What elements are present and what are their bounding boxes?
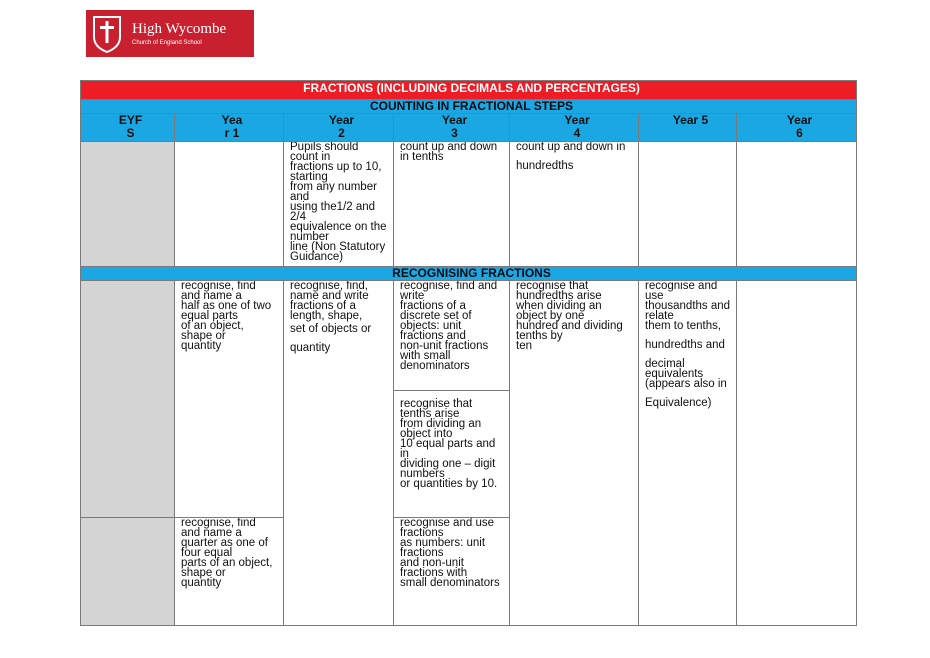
counting-eyfs-cell	[81, 142, 175, 267]
recognising-year2-cell: recognise, find, name and write fractions of a length, shape, set of objects or quantity	[284, 281, 394, 626]
header-year5: Year 5	[639, 114, 737, 142]
counting-year3-cell: count up and down in tenths	[394, 142, 510, 267]
counting-year2-cell: Pupils should count in fractions up to 10, starting from any number and using the1/2 and 2/4 equivalence on the number line (Non Statutory Guidance)	[284, 142, 394, 267]
recognising-year5-cell: recognise and use thousandths and relate them to tenths, hundredths and decimal equivalents (appears also in Equivalence)	[639, 281, 737, 626]
recognising-year4-cell: recognise that hundredths arise when dividing an object by one hundred and dividing tenths by ten	[510, 281, 639, 626]
header-year1: Yea r 1	[175, 114, 284, 142]
counting-year6-cell	[737, 142, 857, 267]
logo-subtitle: Church of England School	[132, 39, 202, 46]
fractions-curriculum-table	[80, 80, 857, 626]
school-logo	[86, 10, 254, 57]
recognising-year3-cell-c: recognise and use fractions as numbers: unit fractions and non-unit fractions with small denominators	[394, 518, 510, 626]
header-year4: Year 4	[510, 114, 639, 142]
counting-year4-cell: count up and down in hundredths	[510, 142, 639, 267]
year-header-row	[81, 114, 857, 142]
recognising-year6-cell	[737, 281, 857, 626]
header-year3: Year 3	[394, 114, 510, 142]
section-title-recognising: RECOGNISING FRACTIONS	[81, 267, 857, 281]
crest-icon	[92, 15, 122, 53]
counting-year5-cell	[639, 142, 737, 267]
header-year2: Year 2	[284, 114, 394, 142]
recognising-year1-cell-a: recognise, find and name a half as one of two equal parts of an object, shape or quantity	[175, 281, 284, 518]
section-title-counting: COUNTING IN FRACTIONAL STEPS	[81, 100, 857, 114]
logo-school-name: High Wycombe	[132, 20, 227, 37]
recognising-year3-cell-b: recognise that tenths arise from dividing an object into 10 equal parts and in dividing one – digit numbers or quantities by 10.	[394, 391, 510, 518]
recognising-eyfs-cell-b	[81, 518, 175, 626]
recognising-year3-cell-a: recognise, find and write fractions of a discrete set of objects: unit fractions and non-unit fractions with small denominators	[394, 281, 510, 391]
counting-year1-cell	[175, 142, 284, 267]
counting-row	[81, 142, 857, 267]
recognising-eyfs-cell-a	[81, 281, 175, 518]
table-title: FRACTIONS (INCLUDING DECIMALS AND PERCENTAGES)	[81, 81, 857, 100]
recognising-year1-cell-b: recognise, find and name a quarter as one of four equal parts of an object, shape or quantity	[175, 518, 284, 626]
header-eyfs: EYF S	[81, 114, 175, 142]
recognising-row-1	[81, 281, 857, 391]
header-year6: Year 6	[737, 114, 857, 142]
